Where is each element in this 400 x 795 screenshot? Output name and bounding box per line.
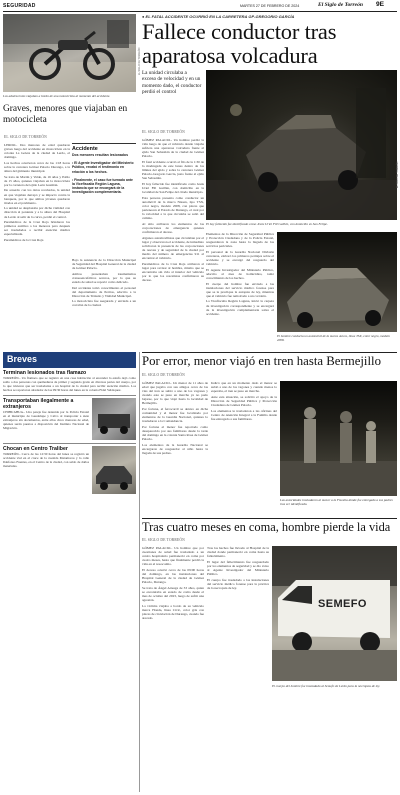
article2-title: Por error, menor viajó en tren hasta Bermejillo (142, 354, 381, 368)
article3-title: Tras cuatro meses en coma, hombre pierde la vida (142, 520, 391, 534)
paragraph: LERDO.- Dos menores de edad quedaron graves luego del accidente en motocicleta en la colonia La Goleta de la ciudad de Lerdo, el domingo. (4, 143, 70, 160)
article3-body (142, 546, 204, 622)
photo-caption: Los adolescentes viajaban a bordo de una motocicleta al momento del accidente. (3, 94, 111, 98)
bullet-icon: • (72, 177, 75, 182)
car-crash-icon (92, 446, 136, 494)
article2-byline: EL SIGLO DE TORREÓN (142, 373, 185, 377)
photo-caption: El hoy fallecido fue identificado como Jesús Uriel Fill Guillén, con domicilio en San Felipe. (206, 222, 328, 226)
sidebar-bullet (72, 178, 136, 195)
paragraph: Ante esta situación, se solicitó el apoyo de la Dirección de Seguridad Pública y Protección Ciudadana de Gómez Palacio. (211, 394, 277, 407)
article-title: Graves, menores que viajaban en motocicleta (3, 104, 128, 125)
paragraph: Los hechos ocurrieron cerca de las 1:18 horas sobre la carretera Gómez Palacio Durango, a la altura del gimnasio municipal. (4, 160, 70, 174)
lead-summary: La unidad circulaba a exceso de velocidad y en un momento dado, el conductor perdió el control (142, 70, 202, 95)
bullet-icon: • (72, 161, 75, 166)
paragraph: Tras los hechos fue llevado al Hospital de la ciudad donde permaneció en coma hasta su fallecimiento. (207, 546, 269, 559)
newspaper-logo: El Siglo de Torreón (318, 2, 364, 8)
divider (3, 443, 136, 444)
section-rule (142, 352, 397, 353)
vehicle-icon (92, 398, 136, 440)
column-divider (139, 352, 140, 792)
motorcycle-icon (3, 14, 136, 92)
article2-body (142, 381, 208, 457)
header-date: MARTES 27 DE FEBRERO DE 2024 (240, 4, 300, 8)
crash-photo-2 (277, 232, 397, 332)
paragraph: Elementos de la Dirección de Seguridad Pública y Protección Ciudadana y de la Policía Estatal, resguardaron la zona hasta la llegada de los servicios periciales. (206, 232, 274, 249)
paragraph: GÓMEZ PALACIO.- Un menor de 11 años de edad que jugaba con sus amigos cerca de las vías del tren se subió a uno de los vagones y cuando este se puso en marcha ya no pudo bajarse, por lo que viajó hasta la localidad de Bermejillo. (142, 381, 208, 406)
breves-list (3, 370, 136, 494)
paragraph: Los elementos de la Guardia Nacional se encargaron de resguardar al niño hasta la llegada de sus padres. (142, 442, 208, 455)
photo-caption: El cuerpo del hombre fue trasladado al Semefo de Lerdo para la necropsia de ley. (272, 684, 381, 688)
breves-label: Breves (7, 354, 38, 364)
paragraph: Se trata de Ángel Arteaga de 33 años, quien se encontraba en estado de coma desde el mes de octubre del 2023, luego de sufrir una agresión. (142, 585, 204, 603)
crashed-car-icon (206, 70, 397, 220)
paragraph: La motocicleta fue asegurada y enviada a un corralón de la ciudad. (72, 299, 136, 308)
paragraph: El fatal accidente ocurrió al filo de la 1:30 de la madrugada de este lunes dentro de los límites del ejido y sobre la carretera Gómez Palacio-Gregorio García, justo frente al ejido San Sebastián. (142, 159, 204, 181)
kicker-bullet-icon: ● (142, 14, 146, 19)
train-photo (280, 381, 397, 496)
breve-photo (92, 398, 136, 440)
paragraph: Por fortuna el menor fue reportado como desaparecido por sus familiares desde la tarde del domingo en la colonia Santa Rosa de Gómez Palacio. (142, 424, 208, 442)
breve-body: CHIHUAHUA.- Una pareja fue detenida por la Policía Estatal en el municipio de Guadalupe y Calvo al transportar a siete extranjeros sin documentos, entre ellos cinco menores de edad, quienes serán puestos a disposición del Instituto Nacional de Migración. (3, 410, 89, 430)
paragraph: El hoy fallecido fue identificado como Jesús Uriel Fill Guillén, con domicilio en la localidad de San Felipe del citado municipio. (142, 181, 204, 195)
lead-body-col2 (206, 232, 274, 317)
divider (3, 395, 136, 396)
breve-body: TORREÓN.- Un flamazo que se registró en una casa habitación al encender la estufa dejó como saldo a dos personas con quemaduras de primer y segundo grado en diversas partes del cuerpo, por lo que tuvieron que ser trasladadas a un hospital de la ciudad para recibir atención médica. Los hechos se reportaron alrededor de las 09:30 horas del lunes en la colonia Fidel Velázquez. (3, 376, 136, 392)
semefo-van-icon (272, 546, 397, 681)
paragraph: GÓMEZ PALACIO.- Un hombre perdió la vida luego de que el vehículo donde viajaba sufriera una aparatosa volcadura frente al ejido San Sebastián de la ciudad de Gómez Palacio. (142, 138, 204, 159)
paragraph: El personal de la Guardia Nacional División carreteras, elaboró los primeros peritajes sobre el accidente y se encargó del resguardo del vehículo. (206, 249, 274, 267)
article3-body-col2 (207, 546, 269, 591)
paragraph: Los elementos le trasladaron a las oficinas del Centro de Atención Integral a la Familia donde fue entregado a sus familiares. (211, 408, 277, 421)
breves-banner (3, 352, 136, 368)
section-rule (142, 518, 397, 519)
paragraph: El deceso ocurrió cerca de las 09:00 horas del domingo, en las instalaciones del Hospital General de la ciudad de Gómez Palacio, Durango. (142, 567, 204, 585)
paragraph: El Agente Investigador del Ministerio Público, adscrito al área de homicidios, tomó conocimiento de los hechos. (206, 267, 274, 280)
paragraph: El cuerpo fue trasladado a las instalaciones del servicio médico forense para la práctica de la necropsia de ley. (207, 577, 269, 590)
lead-byline: EL SIGLO DE TORREÓN (142, 130, 185, 134)
breve-photo (92, 446, 136, 494)
paragraph: Bajo la asistencia de la Dirección Municipal de Seguridad del Hospital General de la ciudad de Gómez Palacio. (72, 258, 136, 271)
paragraph: Algunos automovilistas que circulaban por el lugar y observaron el accidente, de inmediato solicitaron la presencia de las corporaciones de rescate y de seguridad de la ciudad por medio del número de emergencias 911 al encontrar el vehículo. (142, 235, 204, 261)
sidebar-subheading: Dos menores resultan lesionados (72, 153, 129, 157)
photo-credit: EL SIGLO DE TORREÓN (138, 47, 141, 75)
paragraph: Paramédicos de la Cruz Roja arribaron al lugar para revisar al hombre, mismo que se encontraba sin vida al interior del vehículo por lo que los rescatistas confirmaron su deceso. (142, 261, 204, 282)
crash-photo (206, 70, 397, 220)
bullet-text: El Agente Investigador del Ministerio Público, recabó el testimonio en relación a los hechos. (72, 161, 134, 174)
header-rule (3, 11, 397, 12)
paragraph: Ambos presentaban traumatismos craneoencefálicos severos, por lo que su estado de salud se reportó como delicado. (72, 271, 136, 284)
paragraph: Paramédicos de la Cruz Roja brindaron los primeros auxilios a los menores para después ser trasladados a recibir atención médica especializada. (4, 220, 70, 237)
semefo-photo (272, 546, 397, 681)
article3-byline: EL SIGLO DE TORREÓN (142, 538, 185, 542)
paragraph: El lugar del fallecimiento fue resguardado por los elementos de seguridad y se dio aviso al Agente Investigador del Ministerio Público. (207, 559, 269, 577)
breve-title: Transportaban ilegalmente a extranjeros (3, 398, 74, 410)
breve-title: Chocan en Centro Traliber (3, 446, 68, 452)
article-body-col2 (72, 258, 136, 309)
photo-caption: Las autoridades trasladaron al menor a la Fiscalía donde fue entregado a sus padres tras ser identificado. (280, 498, 393, 506)
article2-body-col2 (211, 381, 277, 422)
paragraph: Paramédicos de la Cruz Roja (4, 237, 44, 242)
breve-body: TORREÓN.- Cerca de las 12:30 horas del lunes se registró un accidente vial en el cruce de la avenida Matamoros y la calle Ildefonso Fuentes, en el Centro de la ciudad, con saldo de daños materiales. (3, 452, 89, 468)
article-body (4, 143, 70, 244)
article-byline: EL SIGLO DE TORREÓN (4, 135, 47, 139)
paragraph: De acuerdo con los datos recabados, la unidad en que viajaban derrapó y se impactó contra la banqueta, por lo que ambos jóvenes quedaron tirados en el pavimento. (4, 188, 70, 205)
paragraph: Por fortuna, el ferrocarril se detuvo en dicha comunidad y el menor fue localizado por elementos de la Guardia Nacional, quienes lo trasladaron a la Comandancia. (142, 407, 208, 424)
paragraph: Del accidente tomó conocimiento el personal del departamento de Peritos, adscrito a la Dirección de Tránsito y Vialidad Municipal. (72, 285, 136, 298)
kicker-text: EL FATAL ACCIDENTE OCURRIÓ EN LA CARRETERA GP-GREGORIO GARCÍA (145, 14, 295, 19)
photo-credit: EL SIGLO DE TORREÓN (397, 161, 399, 188)
breve-item (3, 398, 136, 440)
paragraph: La unidad se desplazaba por dicha vialidad con dirección al poniente y a la altura del Hospital de Lerdo al salir de la curva, perdió el control. (4, 206, 70, 219)
breve-item (3, 446, 136, 494)
bullet-text: Finalmente, el caso fue turnado ante la Vicefiscalía Región Laguna, instancia que se encargará de la investigación complementaria. (72, 177, 133, 195)
paragraph: Se trata de Martín y Valde, de 16 años y Pablo de 15 años, quienes viajaban en la motocicleta por la carretera del ejido León Guzmán. (4, 174, 70, 187)
people-scene-icon (280, 381, 397, 496)
lead-body (142, 138, 204, 284)
wrecked-car-icon (277, 232, 397, 332)
motorcycle-photo (3, 14, 136, 92)
sidebar-bullet (72, 161, 136, 174)
paragraph: Esta persona presenta como conductor un automóvil de la marca Nissan, tipo TSX, color negro, modelo 2008, con placas que pertenecen al Estado de Durango, el cual por la velocidad a la que circulaba se salió del camino. (142, 195, 204, 221)
van-label: SEMEFO (318, 598, 367, 610)
section-label: SEGURIDAD (3, 3, 36, 9)
page-number: 9E (376, 1, 385, 8)
paragraph: Al sitio arribaron los elementos de las corporaciones de emergencia quienes confirmaron el deceso. (142, 221, 204, 234)
sidebar-box (72, 143, 136, 255)
photo-caption: El hombre conducía un automóvil de la marca Acura, línea TSX, color negro, modelo 2008. (277, 334, 390, 342)
paragraph: El cuerpo del hombre fue enviado a las instalaciones del servicio médico forense para que se le practique la autopsia de ley, mientras que el vehículo fue remolcado a un corralón. (206, 281, 274, 298)
sidebar-heading: Accidente (72, 146, 98, 152)
paragraph: Indicó que en un momento dado el menor se subió a uno de los vagones y cuando menos lo esperaba, el tren se puso en marcha. (211, 381, 277, 394)
paragraph: La Vicefiscalía Región Laguna, inició la carpeta de investigación correspondiente y se encargará de la investigación complementaria sobre el accidente. (206, 299, 274, 316)
paragraph: GÓMEZ PALACIO.- Un hombre que por cuestiones de salud fue trasladado a un centro hospitalario permaneció en coma por cuatro meses, hasta que finalmente perdió la vida en el nosocomio. (142, 546, 204, 567)
lead-title: Fallece conductor tras aparatosa volcadura (142, 19, 337, 68)
breve-title: Terminan lesionados tras flamazo (3, 370, 87, 376)
paragraph: La víctima viajaba a bordo de su vehículo marca Honda, línea Civic, color gris con placas de circulación de Durango, cuando fue atacado. (142, 603, 204, 620)
breve-item (3, 370, 136, 392)
